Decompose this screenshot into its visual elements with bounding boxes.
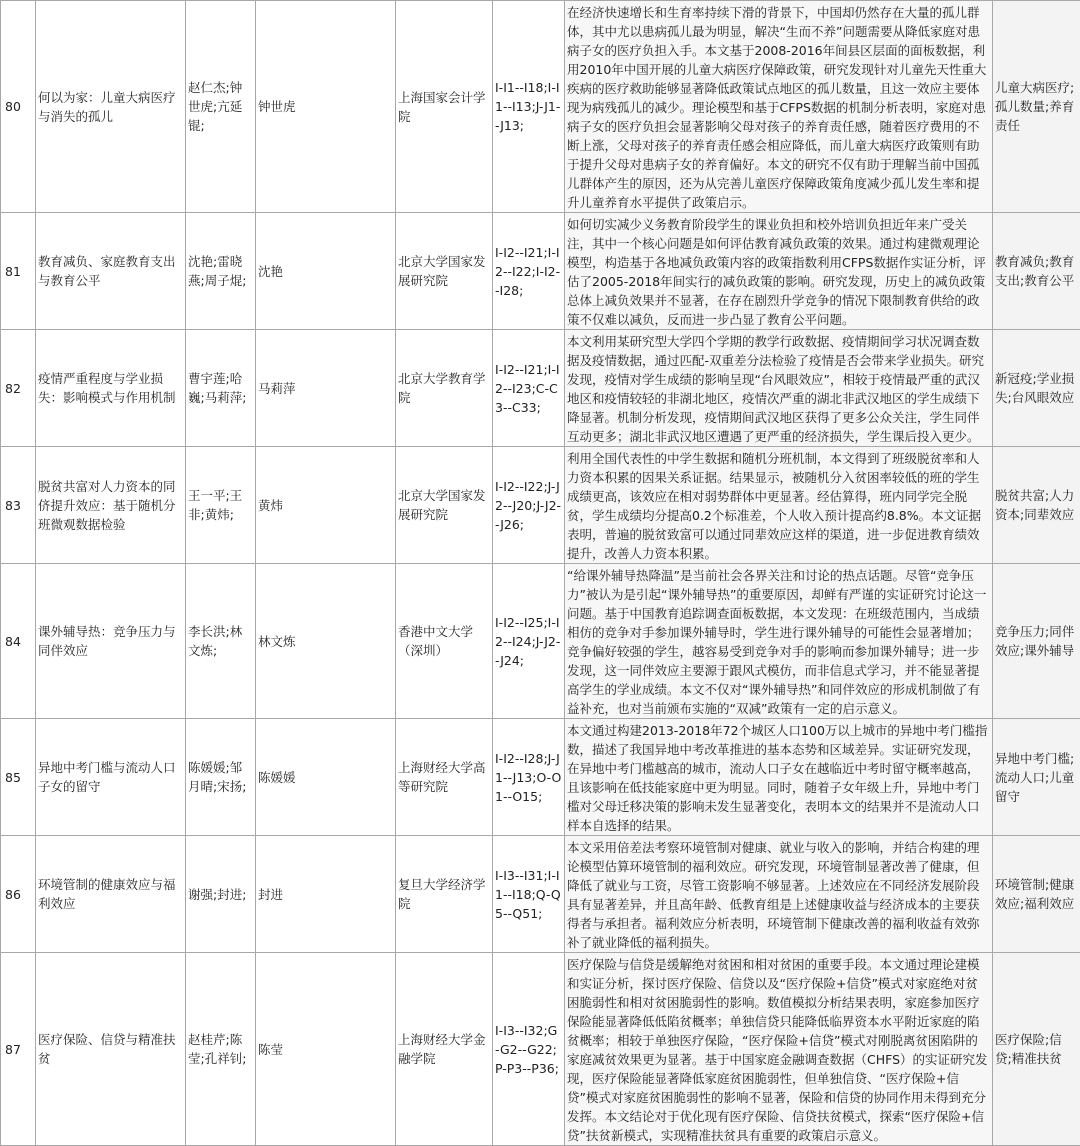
row-number: 87 <box>1 953 36 1146</box>
abstract: 利用全国代表性的中学生数据和随机分班机制，本文得到了班级脱贫率和人力资本积累的因果关系证据。结果显示，被随机分入贫困率较低的班的学生成绩更高，该效应在相对弱势群体中更显著。经估算得，班内同学完全脱贫，学生成绩均分提高0.2个标准差，个人收入预计提高约8.8%。本文证据表明，普遍的脱贫致富可以通过同辈效应这样的渠道，进一步促进教育绩效提升，改善人力资本积累。 <box>565 447 993 564</box>
paper-authors: 李长洪;林文炼; <box>186 564 256 719</box>
paper-title: 异地中考门槛与流动人口子女的留守 <box>36 719 186 836</box>
paper-authors: 王一平;王非;黄炜; <box>186 447 256 564</box>
paper-title: 教育减负、家庭教育支出与教育公平 <box>36 213 186 330</box>
corresponding-author: 封进 <box>256 836 396 953</box>
abstract: 本文采用倍差法考察环境管制对健康、就业与收入的影响，并结合构建的理论模型估算环境管制的福利效应。研究发现，环境管制显著改善了健康，但降低了就业与工资，尽管工资影响不够显著。上述效应在不同经济发展阶段具有显著差异，并且高年龄、低教育组是上述健康收益与经济成本的主要获得者与承担者。福利效应分析表明，环境管制下健康改善的福利收益有效弥补了就业降低的福利损失。 <box>565 836 993 953</box>
abstract: 在经济快速增长和生育率持续下滑的背景下，中国却仍然存在大量的孤儿群体，其中尤以患病孤儿最为明显，解决“生而不养”问题需要从降低家庭对患病子女的医疗负担入手。本文基于2008-2016年间县区层面的面板数据，利用2010年中国开展的儿童大病医疗保障政策，研究发现针对儿童先天性重大疾病的医疗救助能够显著降低政策试点地区的孤儿数量，且这一效应主要体现为病残孤儿的减少。理论模型和基于CFPS数据的机制分析表明，家庭对患病子女的医疗负担会显著影响父母对孩子的养育责任感，随着医疗费用的不断上涨，父母对孩子的养育责任感会相应降低，而儿童大病医疗政策则有助于提升父母对患病子女的养育偏好。本文的研究不仅有助于理解当前中国孤儿群体产生的原因，还为从完善儿童医疗保障政策角度减少孤儿发生率和提升儿童养育水平提供了政策启示。 <box>565 1 993 213</box>
table-row <box>1 447 1080 564</box>
jel-codes: I-I3--I32;G-G2--G22;P-P3--P36; <box>493 953 565 1146</box>
institution: 北京大学国家发展研究院 <box>396 213 493 330</box>
institution: 北京大学国家发展研究院 <box>396 447 493 564</box>
keywords: 儿童大病医疗;孤儿数量;养育责任 <box>993 1 1080 213</box>
keywords: 教育减负;教育支出;教育公平 <box>993 213 1080 330</box>
institution: 香港中文大学（深圳） <box>396 564 493 719</box>
paper-title: 何以为家：儿童大病医疗与消失的孤儿 <box>36 1 186 213</box>
institution: 上海国家会计学院 <box>396 1 493 213</box>
row-number: 85 <box>1 719 36 836</box>
jel-codes: I-I3--I31;I-I1--I18;Q-Q5--Q51; <box>493 836 565 953</box>
corresponding-author: 林文炼 <box>256 564 396 719</box>
jel-codes: I-I2--I28;J-J1--J13;O-O1--O15; <box>493 719 565 836</box>
table-row <box>1 836 1080 953</box>
row-number: 83 <box>1 447 36 564</box>
institution: 上海财经大学高等研究院 <box>396 719 493 836</box>
row-number: 82 <box>1 330 36 447</box>
paper-authors: 赵仁杰;钟世虎;亢延锟; <box>186 1 256 213</box>
corresponding-author: 钟世虎 <box>256 1 396 213</box>
paper-title: 疫情严重程度与学业损失：影响模式与作用机制 <box>36 330 186 447</box>
corresponding-author: 马莉萍 <box>256 330 396 447</box>
row-number: 80 <box>1 1 36 213</box>
row-number: 81 <box>1 213 36 330</box>
jel-codes: I-I2--I22;J-J2--J20;J-J2--J26; <box>493 447 565 564</box>
paper-authors: 赵桂芹;陈莹;孔祥钊; <box>186 953 256 1146</box>
jel-codes: I-I1--I18;I-I1--I13;J-J1--J13; <box>493 1 565 213</box>
jel-codes: I-I2--I25;I-I2--I24;J-J2--J24; <box>493 564 565 719</box>
abstract: 本文通过构建2013-2018年72个城区人口100万以上城市的异地中考门槛指数，描述了我国异地中考改革推进的基本态势和区域差异。实证研究发现，在异地中考门槛越高的城市，流动人口子女在越临近中考时留守概率越高，且该影响在低技能家庭中更为明显。同时，随着子女年级上升，异地中考门槛对父母迁移决策的影响未发生显著变化，表明本文的结果并不是流动人口样本自选择的结果。 <box>565 719 993 836</box>
paper-title: 课外辅导热：竞争压力与同伴效应 <box>36 564 186 719</box>
abstract: 如何切实减少义务教育阶段学生的课业负担和校外培训负担近年来广受关注，其中一个核心问题是如何评估教育减负政策的效果。通过构建微观理论模型，构造基于各地减负政策内容的政策指数利用CFPS数据作实证分析，评估了2005-2018年间实行的减负政策的影响。研究发现，历史上的减负政策总体上减负效果并不显著，在存在剧烈升学竞争的情况下限制教育供给的政策不仅难以减负，反而进一步凸显了教育公平问题。 <box>565 213 993 330</box>
table-row <box>1 564 1080 719</box>
keywords: 医疗保险;信贷;精准扶贫 <box>993 953 1080 1146</box>
keywords: 新冠疫;学业损失;台风眼效应 <box>993 330 1080 447</box>
abstract: 本文利用某研究型大学四个学期的教学行政数据、疫情期间学习状况调查数据及疫情数据，通过匹配-双重差分法检验了疫情是否会带来学业损失。研究发现，疫情对学生成绩的影响呈现“台风眼效应”，相较于疫情最严重的武汉地区和疫情较轻的非湖北地区，疫情次严重的湖北非武汉地区的学生成绩下降显著。机制分析发现，疫情期间武汉地区获得了更多公众关注，学生同伴互动更多；湖北非武汉地区遭遇了更严重的经济损失，学生课后投入更少。 <box>565 330 993 447</box>
paper-authors: 谢强;封进; <box>186 836 256 953</box>
table-row <box>1 953 1080 1146</box>
keywords: 竞争压力;同伴效应;课外辅导 <box>993 564 1080 719</box>
institution: 上海财经大学金融学院 <box>396 953 493 1146</box>
keywords: 异地中考门槛;流动人口;儿童留守 <box>993 719 1080 836</box>
paper-title: 脱贫共富对人力资本的同侪提升效应：基于随机分班微观数据检验 <box>36 447 186 564</box>
institution: 北京大学教育学院 <box>396 330 493 447</box>
keywords: 脱贫共富;人力资本;同辈效应 <box>993 447 1080 564</box>
corresponding-author: 陈媛媛 <box>256 719 396 836</box>
table-row <box>1 330 1080 447</box>
paper-authors: 沈艳;雷晓燕;周子焜; <box>186 213 256 330</box>
table-row <box>1 1 1080 213</box>
papers-table-body <box>1 1 1080 1146</box>
paper-title: 环境管制的健康效应与福利效应 <box>36 836 186 953</box>
paper-authors: 曹宇莲;哈巍;马莉萍; <box>186 330 256 447</box>
jel-codes: I-I2--I21;I-I2--I22;I-I2--I28; <box>493 213 565 330</box>
corresponding-author: 陈莹 <box>256 953 396 1146</box>
row-number: 84 <box>1 564 36 719</box>
paper-title: 医疗保险、信贷与精准扶贫 <box>36 953 186 1146</box>
corresponding-author: 黄炜 <box>256 447 396 564</box>
keywords: 环境管制;健康效应;福利效应 <box>993 836 1080 953</box>
abstract: 医疗保险与信贷是缓解绝对贫困和相对贫困的重要手段。本文通过理论建模和实证分析，探讨医疗保险、信贷以及“医疗保险+信贷”模式对家庭绝对贫困脆弱性和相对贫困脆弱性的影响。数值模拟分析结果表明，家庭参加医疗保险能显著降低低陷贫概率；单独信贷只能降低临界资本水平附近家庭的陷贫概率；相较于单独医疗保险，“医疗保险+信贷”模式对刚脱离贫困陷阱的家庭减贫效果更为显著。基于中国家庭金融调查数据（CHFS）的实证研究发现，医疗保险能显著降低家庭贫困脆弱性，但单独信贷、“医疗保险+信贷”模式对家庭贫困脆弱性的影响不显著，保险和信贷的协同作用未得到充分发挥。本文结论对于优化现有医疗保险、信贷扶贫模式，探索“医疗保险+信贷”扶贫新模式，实现精准扶贫具有重要的政策启示意义。 <box>565 953 993 1146</box>
table-row <box>1 213 1080 330</box>
institution: 复旦大学经济学院 <box>396 836 493 953</box>
table-row <box>1 719 1080 836</box>
corresponding-author: 沈艳 <box>256 213 396 330</box>
row-number: 86 <box>1 836 36 953</box>
jel-codes: I-I2--I21;I-I2--I23;C-C3--C33; <box>493 330 565 447</box>
abstract: “给课外辅导热降温”是当前社会各界关注和讨论的热点话题。尽管“竞争压力”被认为是引起“课外辅导热”的重要原因，却鲜有严谨的实证研究讨论这一问题。基于中国教育追踪调查面板数据，本文发现：在班级范围内，当成绩相仿的竞争对手参加课外辅导时，学生进行课外辅导的可能性会显著增加；竞争偏好较强的学生，越容易受到竞争对手的影响而参加课外辅导；进一步发现，这一同伴效应主要源于跟风式模仿，而非信息式学习，并不能显著提高学生的学业成绩。本文不仅对“课外辅导热”和同伴效应的形成机制做了有益补充，也对当前颁布实施的“双减”政策有一定的启示意义。 <box>565 564 993 719</box>
paper-authors: 陈媛媛;邹月晴;宋扬; <box>186 719 256 836</box>
